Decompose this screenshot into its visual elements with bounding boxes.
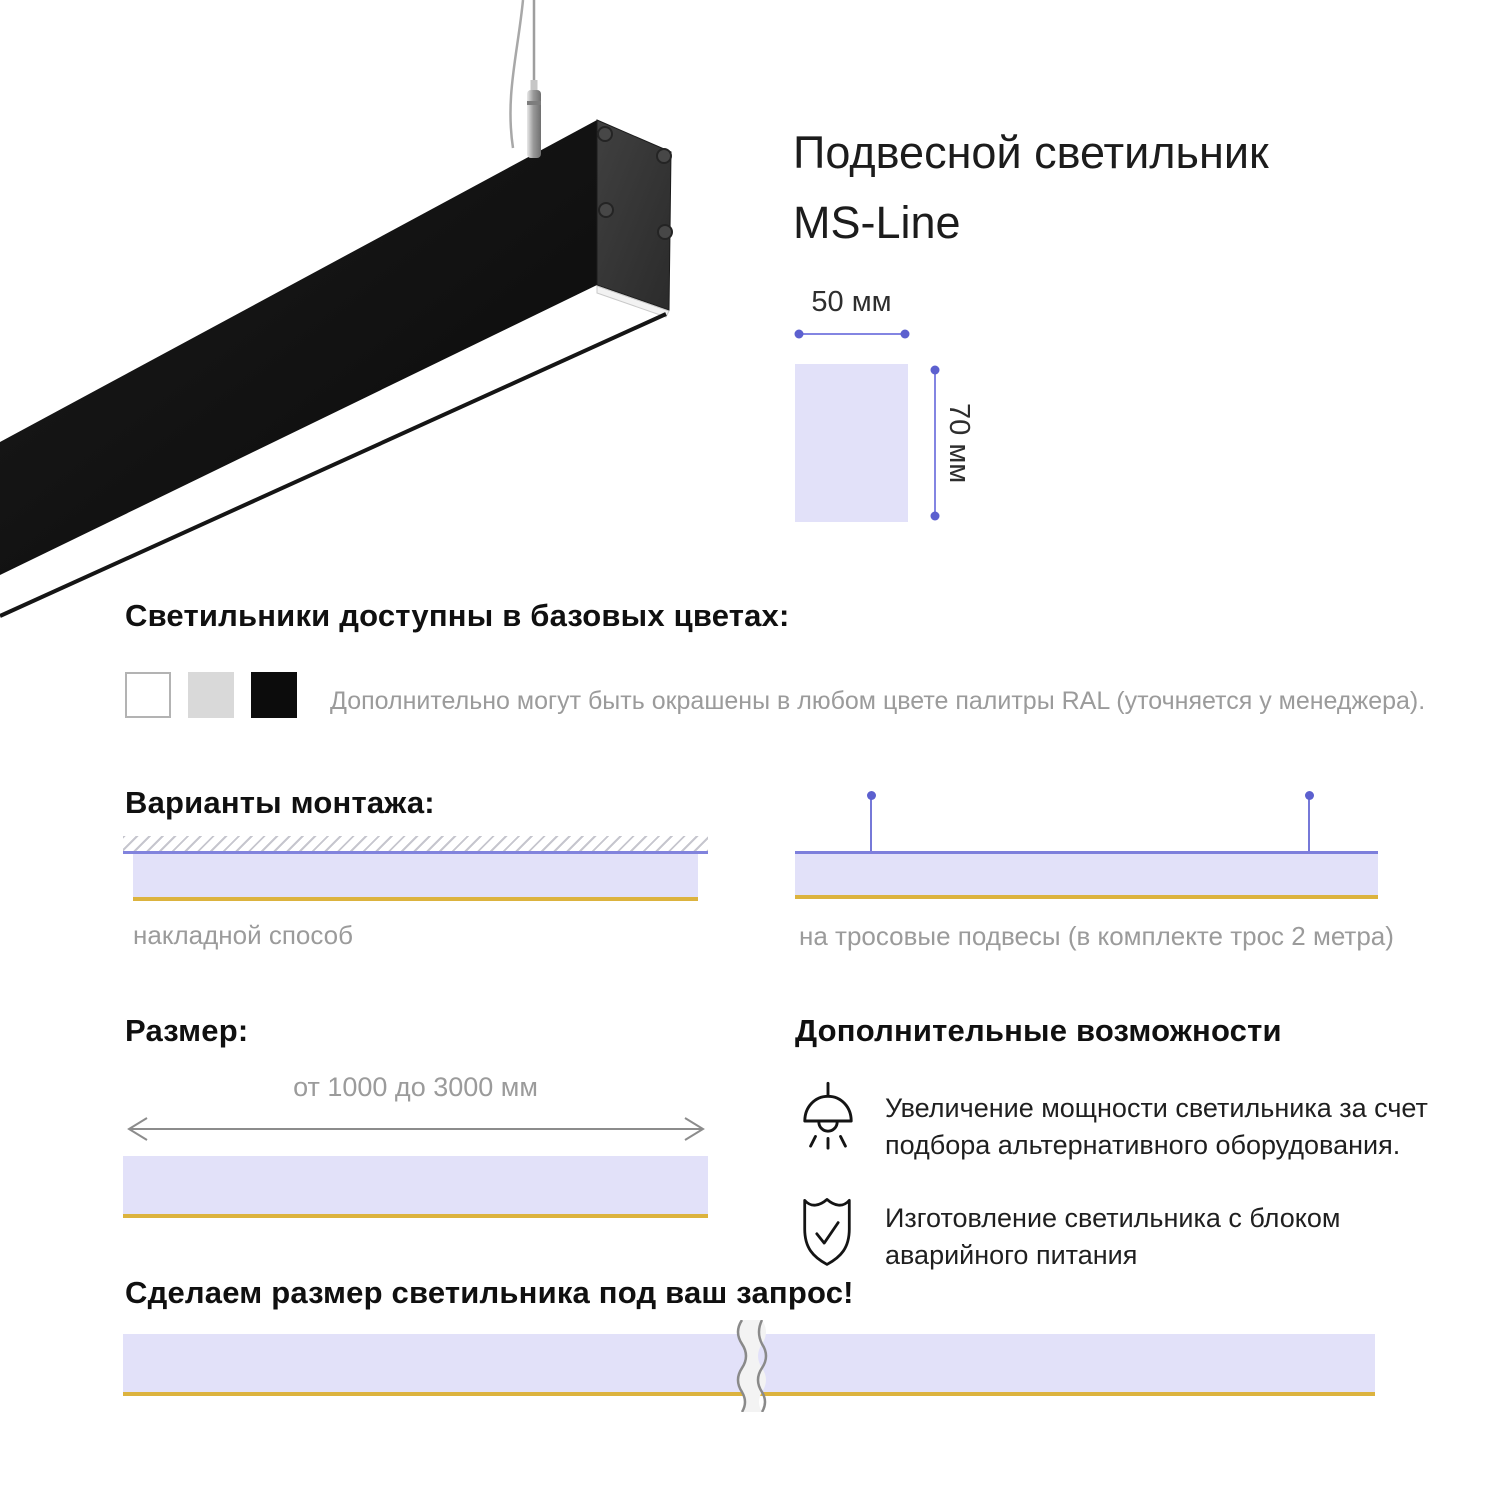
lamp-body — [0, 120, 597, 575]
swatch-black — [251, 672, 297, 718]
feature-power-text — [885, 1090, 1428, 1165]
suspension-stem — [1308, 795, 1310, 852]
page-title — [793, 118, 1269, 258]
surface-mount-fixture-bar — [133, 854, 698, 901]
suspension-stem — [870, 795, 872, 852]
custom-size-heading: Сделаем размер светильника под ваш запрос! — [125, 1275, 854, 1310]
colors-heading: Светильники доступны в базовых цветах: — [125, 598, 790, 633]
cable-mount-fixture-bar — [795, 851, 1378, 899]
cable-mount-diagram — [795, 795, 1394, 955]
surface-mount-caption: накладной способ — [133, 920, 354, 950]
title-line-1: Подвесной светильник — [793, 127, 1269, 178]
lamp-photo — [0, 0, 700, 660]
shield-check-icon — [801, 1192, 853, 1270]
size-arrow — [121, 1114, 711, 1144]
feature-emergency-line2: аварийного питания — [885, 1240, 1138, 1271]
profile-cross-section — [795, 364, 908, 522]
size-heading: Размер: — [125, 1013, 249, 1048]
suspension-cable-loop — [510, 0, 523, 148]
features-heading: Дополнительные возможности — [795, 1013, 1282, 1048]
pendant-lamp-icon — [799, 1080, 857, 1162]
length-break-symbol — [726, 1320, 780, 1412]
size-fixture-bar — [123, 1156, 708, 1218]
stem-dot — [1305, 791, 1314, 800]
swatch-white — [125, 672, 171, 718]
title-line-2: MS-Line — [793, 196, 961, 248]
mounting-heading: Варианты монтажа: — [125, 785, 435, 820]
surface-mount-diagram — [123, 836, 708, 956]
height-dimension-line — [927, 362, 943, 524]
feature-power-line1: Увеличение мощности светильника за счет — [885, 1093, 1428, 1123]
color-swatches — [125, 672, 297, 718]
feature-power-line2: подбора альтернативного оборудования. — [885, 1130, 1401, 1161]
size-range-label: от 1000 до 3000 мм — [293, 1072, 538, 1102]
width-dimension-label: 50 мм — [811, 286, 892, 318]
stem-dot — [867, 791, 876, 800]
feature-emergency-text — [885, 1200, 1340, 1275]
feature-emergency-line1: Изготовление светильника с блоком — [885, 1203, 1341, 1233]
height-dimension-label: 70 мм — [943, 402, 975, 484]
ral-note: Дополнительно могут быть окрашены в любом цвете палитры RAL (уточняется у менеджера). — [330, 687, 1426, 715]
gripper-ring — [527, 101, 541, 105]
cable-mount-caption: на тросовые подвесы (в комплекте трос 2 метра) — [799, 921, 1394, 951]
ceiling-hatch — [123, 836, 708, 851]
width-dimension-line — [791, 326, 913, 342]
swatch-gray — [188, 672, 234, 718]
cable-gripper — [527, 90, 541, 158]
